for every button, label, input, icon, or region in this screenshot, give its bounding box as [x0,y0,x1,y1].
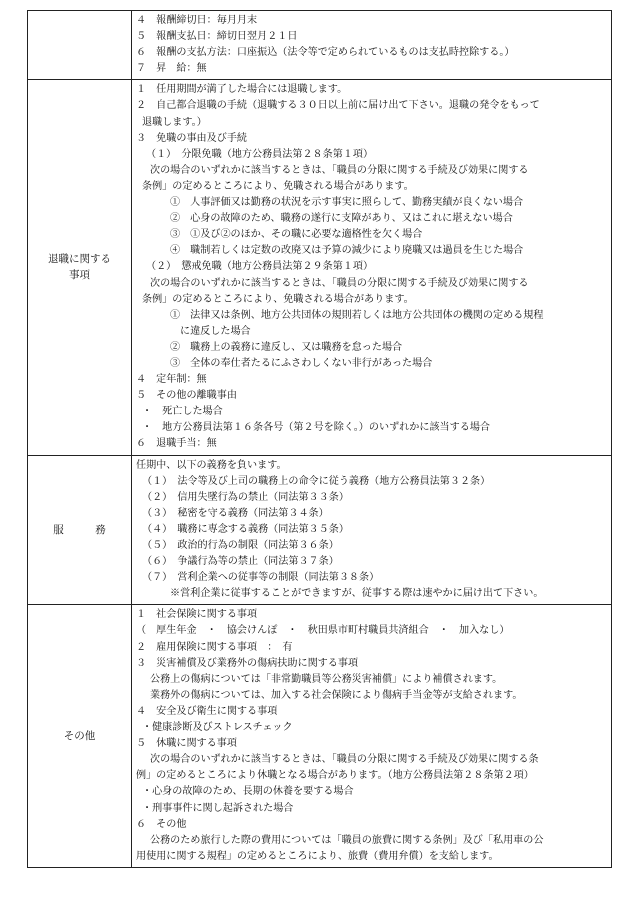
section-label [28,11,132,80]
content-line: （ 厚生年金 ・ 協会けんぽ ・ 秋田県市町村職員共済組合 ・ 加入なし） [136,625,510,637]
other-section [28,605,612,868]
content-line: （７） 営利企業への従事等の制限（同法第３８条） [142,572,380,584]
content-line: ② 心身の故障のため、職務の遂行に支障があり、又はこれに堪えない場合 [170,213,513,225]
section-label [28,80,132,455]
content-line: （１） 分限免職（地方公務員法第２８条第１項） [146,148,374,160]
content-line: ４ 報酬締切日：毎月月末 [136,15,258,26]
section-label [28,605,132,868]
content-line: （５） 政治的行為の制限（同法第３６条） [142,540,339,551]
content-line: ③ 全体の奉仕者たるにふさわしくない非行があった場合 [170,357,433,369]
content-line: ６ 退職手当：無 [136,438,217,450]
section-content [132,605,612,868]
content-line: 公務のため旅行した際の費用については「職員の旅費に関する条例」及び「私用車の公 [150,834,544,846]
section-content [132,11,612,80]
content-line: 公務上の傷病については「非常勤職員等公務災害補償」により補償されます。 [150,673,503,685]
content-line: （２） 懲戒免職（地方公務員法第２９条第１項） [146,261,374,273]
content-line: ７ 昇 給：無 [136,63,207,75]
content-line: ① 法律又は条例、地方公共団体の規則若しくは地方公共団体の機関の定める規程 [170,309,544,321]
content-line: 条例」の定めるところにより、免職される場合があります。 [142,293,414,305]
content-line: ４ 定年制：無 [136,374,207,386]
content-line: （１） 法令等及び上司の職務上の命令に従う義務（地方公務員法第３２条） [142,475,491,487]
section-content [132,455,612,605]
compensation-section [28,11,612,80]
content-line: 次の場合のいずれかに該当するときは、「職員の分限に関する手続及び効果に関する [150,164,529,176]
content-line: ６ その他 [136,818,187,830]
content-line: （３） 秘密を守る義務（同法第３４条） [142,507,329,519]
retirement-section [28,80,612,455]
content-line: （２） 信用失墜行為の禁止（同法第３３条） [142,491,349,503]
content-line: ① 人事評価又は勤務の状況を示す事実に照らして、勤務実績が良くない場合 [170,197,524,209]
content-line: 業務外の傷病については、加入する社会保険により傷病手当金等が支給されます。 [150,689,523,701]
content-line: ５ 報酬支払日：締切日翌月２１日 [136,31,298,43]
content-line: ④ 職制若しくは定数の改廃又は予算の減少により廃職又は過員を生じた場合 [170,245,524,257]
content-line: 用使用に関する規程」の定めるところにより、旅費（費用弁償）を支給します。 [136,850,499,862]
section-label-line: その他 [63,730,96,743]
content-line: ・心身の故障のため、長期の休養を要する場合 [142,786,354,798]
content-line: ・健康診断及びストレスチェック [142,722,293,734]
content-line: 退職します。） [142,116,207,128]
content-line: １ 社会保険に関する事項 [136,609,258,621]
content-line: ５ その他の離職事由 [136,390,237,402]
content-line: ③ ①及び②のほか、その職に必要な適格性を欠く場合 [170,229,423,241]
section-label-line: 服 務 [53,523,106,536]
section-label-line: 事項 [69,269,90,282]
content-line: ・ 地方公務員法第１６条各号（第２号を除く。）のいずれかに該当する場合 [142,422,491,434]
content-line: ４ 安全及び衛生に関する事項 [136,705,278,717]
content-line: ２ 雇用保険に関する事項 ： 有 [136,641,293,653]
content-line: 任期中、以下の義務を負います。 [136,459,287,471]
content-line: ３ 免職の事由及び手続 [136,132,248,144]
content-line: 次の場合のいずれかに該当するときは、「職員の分限に関する手続及び効果に関する [150,277,529,289]
content-line: 次の場合のいずれかに該当するときは、「職員の分限に関する手続及び効果に関する条 [150,754,539,766]
content-line: 例」の定めるところにより休職となる場合があります。（地方公務員法第２８条第２項） [136,770,534,782]
content-line: ２ 自己都合退職の手続（退職する３０日以上前に届け出て下さい。退職の発令をもって [136,100,540,112]
content-line: ３ 災害補償及び業務外の傷病扶助に関する事項 [136,657,359,669]
content-line: に違反した場合 [180,325,251,337]
content-line: １ 任用期間が満了した場合には退職します。 [136,84,348,96]
duties-section [28,455,612,605]
content-line: ② 職務上の義務に違反し、又は職務を怠った場合 [170,341,403,353]
content-line: ６ 報酬の支払方法：口座振込（法令等で定められているものは支払時控除する。） [136,47,515,59]
content-line: 条例」の定めるところにより、免職される場合があります。 [142,180,414,192]
section-label [28,455,132,605]
content-line: ５ 休職に関する事項 [136,738,237,750]
content-line: （４） 職務に専念する義務（同法第３５条） [142,523,349,535]
content-line: ・刑事事件に関し起訴された場合 [142,802,294,814]
section-label-line: 退職に関する [48,253,111,266]
content-line: ・ 死亡した場合 [142,406,223,418]
content-line: ※営利企業に従事することができますが、従事する際は速やかに届け出て下さい。 [170,588,544,600]
terms-table [27,10,612,868]
section-content [132,80,612,455]
content-line: （６） 争議行為等の禁止（同法第３７条） [142,556,339,568]
